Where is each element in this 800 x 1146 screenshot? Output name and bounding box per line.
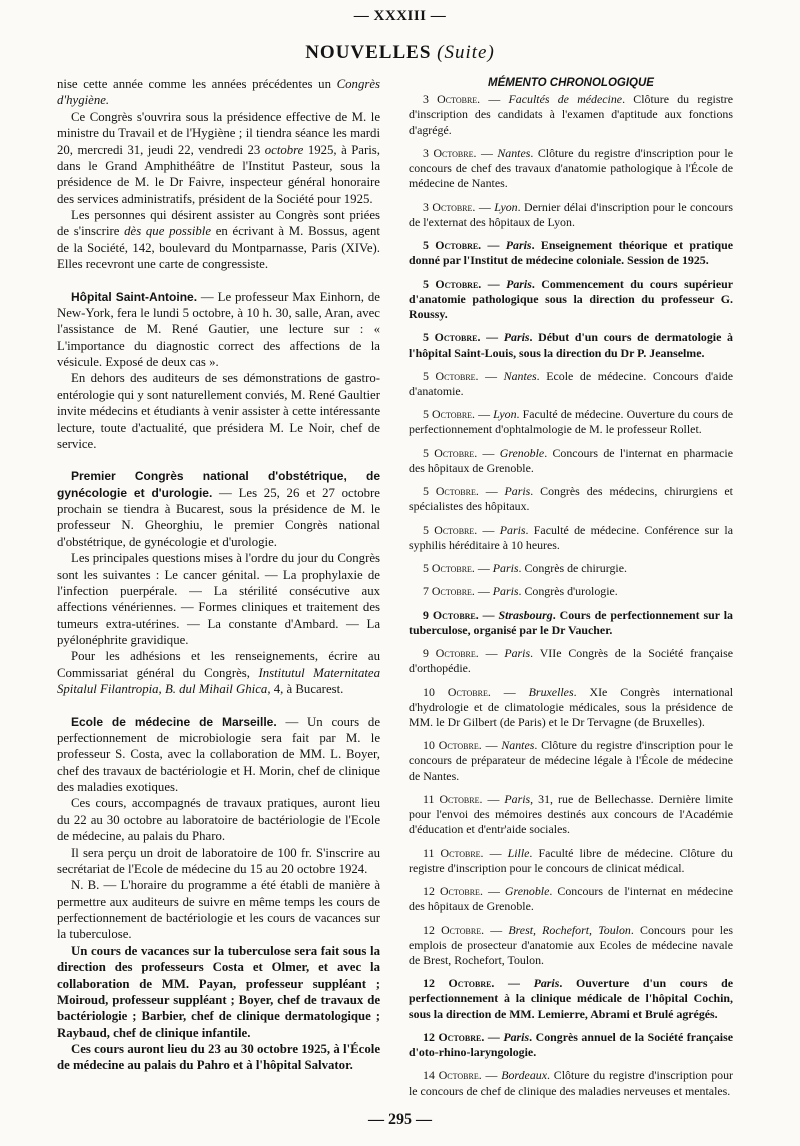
entry-text: . Enseignement théorique et pratique donné par l'Institut de médecine coloniale. Session de 1925. — [409, 238, 734, 268]
paragraph: Il sera perçu un droit de laboratoire de 100 fr. S'inscrire au secrétariat de l'Ecole de médecine du 15 au 20 octobre 1924. — [57, 845, 380, 876]
text-run: , 4, à Bucarest. — [267, 682, 344, 697]
memento-entry — [409, 92, 733, 138]
memento-entry — [409, 369, 733, 399]
entry-text: . Congrès d'urologie. — [518, 584, 618, 599]
memento-entry — [409, 330, 733, 360]
right-column — [409, 76, 733, 1099]
entry-place: Facultés de médecine — [508, 92, 623, 107]
memento-entry — [409, 407, 733, 437]
entry-date: 5 Octobre. — [423, 276, 482, 291]
entry-separator: — — [477, 445, 500, 460]
memento-entry — [409, 1068, 733, 1098]
entry-place: Bordeaux — [501, 1068, 547, 1083]
entry-date: 12 Octobre. — [423, 922, 485, 937]
memento-entry — [409, 976, 733, 1022]
entry-date: 7 Octobre. — [423, 584, 475, 599]
entry-date: 9 Octobre. — [423, 646, 479, 661]
paragraph — [57, 207, 380, 273]
entry-text: . Clôture du registre d'inscription pour le concours de chef des travaux d'anatomie pathologique à l'École de médecine de Nantes. — [409, 145, 733, 191]
section-ecole-marseille — [57, 714, 380, 796]
entry-separator: — — [481, 276, 507, 291]
page-title — [0, 42, 800, 64]
entry-text: . Ecole de médecine. Concours d'aide d'anatomie. — [409, 368, 733, 398]
text-run-italic: Institutul Maternitatea Spitalul Filantropia, B. dul Mihail Ghica — [57, 665, 380, 697]
paragraph: Les principales questions mises à l'ordre du jour du Congrès sont les suivantes : Le cancer génital. — La prophylaxie de l'infection puerpérale. — La stérilité consécutive aux affections vénériennes. — Formes cliniques et traitement des tumeurs extra-utérines. — La constante d'Ambard. — La pyélonéphrite gravidique. — [57, 551, 380, 647]
section-hopital-saint-antoine — [57, 289, 380, 371]
entry-place: Strasbourg — [498, 607, 553, 622]
entry-date: 12 Octobre. — [423, 1029, 485, 1044]
entry-separator: — — [478, 368, 504, 383]
entry-place: Nantes — [501, 738, 535, 753]
entry-place: Brest, Rochefort, Toulon — [508, 922, 631, 937]
entry-date: 3 Octobre. — [423, 145, 477, 160]
text-run: — Un cours de perfectionnement de microbiologie sera fait par M. le professeur S. Costa, avec la collaboration de MM. L. Boyer, chef des travaux de bactériologie et H. Morin, chef de clinique des maladies exotiques. — [57, 714, 381, 794]
entry-text: . Cours de perfectionnement sur la tuberculose, organisé par le Dr Vaucher. — [409, 607, 734, 637]
memento-entry — [409, 523, 733, 553]
entry-separator: — — [478, 646, 505, 661]
entry-place: Lille — [507, 845, 530, 860]
entry-date: 5 Octobre. — [423, 368, 479, 383]
memento-entry — [409, 884, 733, 914]
entry-date: 5 Octobre. — [423, 484, 479, 499]
paragraph: En dehors des auditeurs de ses démonstrations de gastro-entérologie qui y sont naturellement conviés, M. René Gaultier invite médecins et étudiants à venir assister à cette intéressante lecture, toute d'actualité, que présidera M. Le Noir, chef de service. — [57, 371, 380, 451]
entry-place: Lyon — [494, 199, 518, 214]
entry-text: . Concours pour les emplois de prosecteur d'anatomie aux Ecoles de médecine navale de Brest, Rochefort, Toulon. — [409, 922, 733, 968]
entry-date: 12 Octobre. — [423, 884, 483, 899]
entry-text: . Faculté de médecine. Ouverture du cours de perfectionnement d'ophtalmologie de M. le professeur Rollet. — [409, 407, 733, 437]
entry-separator: — — [478, 607, 499, 622]
entry-separator: — — [478, 484, 505, 499]
entry-place: Paris — [506, 276, 532, 291]
title-subtitle: (Suite) — [437, 42, 495, 63]
memento-entry — [409, 484, 733, 514]
paragraph: N. B. — L'horaire du programme a été établi de manière à permettre aux auditeurs de suivre en même temps les cours de perfectionnement de bactériologie et les cours de vacances sur la tuberculose. — [57, 878, 380, 942]
entry-separator: — — [480, 92, 509, 107]
paragraph: Ces cours, accompagnés de travaux pratiques, auront lieu du 22 au 30 octobre au laboratoire de bactériologie de l'Ecole de médecine, au palais du Pharo. — [57, 796, 380, 844]
text-run-italic: dès que possible — [124, 224, 212, 239]
paragraph — [57, 648, 380, 697]
entry-text: . Début d'un cours de dermatologie à l'hôpital Saint-Louis, sous la direction du Dr P. Jeanselme. — [409, 330, 734, 360]
section-title: Premier Congrès national d'obstétrique, de gynécologie et d'urologie. — [57, 469, 380, 500]
entry-text: . Dernier délai d'inscription pour le concours de l'externat des hôpitaux de Lyon. — [409, 199, 733, 229]
entry-date: 5 Octobre. — [423, 561, 475, 576]
entry-separator: — — [481, 238, 506, 253]
entry-text: . Clôture du registre d'inscription des candidats à l'examen d'aptitude aux fonctions d'agrégé. — [409, 92, 733, 137]
entry-place: Paris — [504, 484, 531, 499]
paragraph: Ces cours auront lieu du 23 au 30 octobre 1925, à l'École de médecine au palais du Pahro et à l'hôpital Salvator. — [57, 1042, 380, 1073]
entry-text: , 31, rue de Bellechasse. Dernière limite pour l'envoi des mémoires destinés aux concours de l'Académie d'éducation et d'entr'aide sociales. — [409, 791, 733, 837]
memento-entry — [409, 608, 733, 638]
entry-text: . Concours de l'internat en pharmacie des hôpitaux de Grenoble. — [409, 445, 733, 475]
entry-text: . Commencement du cours supérieur d'anatomie pathologique sous la direction du professeur G. Roussy. — [409, 276, 733, 322]
entry-place: Paris — [492, 584, 519, 599]
entry-place: Paris — [504, 646, 531, 661]
entry-place: Grenoble — [499, 445, 545, 460]
memento-entry — [409, 277, 733, 323]
page-number: — 295 — — [368, 1111, 432, 1128]
entry-separator: — — [474, 561, 493, 576]
entry-separator: — — [484, 922, 509, 937]
entry-date: 5 Octobre. — [423, 522, 478, 537]
entry-date: 5 Octobre. — [423, 238, 482, 253]
text-run: — Le professeur Max Einhorn, de New-York, fera le lundi 5 octobre, à 10 h. 30, salle, Aran, avec l'assistance de M. René Gautier, une lecture sur : « L'importance du diagnostic correct des affections de la vésicule. Exposé de deux cas ». — [57, 289, 380, 369]
entry-date: 5 Octobre. — [423, 445, 478, 460]
entry-text: . Clôture du registre d'inscription pour le concours de préparateur de médecine légale à l'École de médecine de Nantes. — [409, 738, 733, 783]
text-run: Ce Congrès s'ouvrira sous la présidence effective de M. le ministre du Travail et de l'Hygiène ; il tiendra séance les mardi 20, mercredi 31, jeudi 22, vendredi 23 — [57, 109, 380, 157]
entry-separator: — — [476, 145, 498, 160]
memento-entry — [409, 238, 733, 268]
entry-text: . Congrès annuel de la Société française d'oto-rhino-laryngologie. — [409, 1029, 734, 1060]
text-run: — Les 25, 26 et 27 octobre prochain se tiendra à Bucarest, sous la présidence de M. le professeur N. Gheorghiu, le premier Congrès national d'obstétrique, de gynécologie et d'urologie. — [57, 485, 380, 549]
entry-date: 11 Octobre. — [423, 845, 484, 860]
memento-entry — [409, 561, 733, 576]
entry-date: 5 Octobre. — [423, 407, 476, 422]
entry-separator: — — [494, 976, 534, 991]
entry-separator: — — [483, 845, 508, 860]
memento-title: MÉMENTO CHRONOLOGIQUE — [488, 77, 654, 89]
paragraph — [57, 109, 380, 207]
title-text: NOUVELLES — [305, 42, 432, 63]
entry-separator: — — [481, 738, 502, 753]
entry-place: Paris — [503, 1029, 530, 1044]
entry-separator: — — [484, 1029, 504, 1044]
entry-place: Paris — [492, 561, 519, 576]
entry-text: . Clôture du registre d'inscription pour le concours de chef de clinique des maladies nerveuses et mentales. — [409, 1068, 733, 1098]
entry-text: . Faculté libre de médecine. Clôture du registre d'inscription pour le concours de clinicat médical. — [409, 845, 733, 875]
entry-place: Paris — [504, 791, 531, 806]
entry-separator: — — [475, 407, 494, 422]
memento-entry — [409, 923, 733, 969]
memento-entry — [409, 146, 733, 192]
page-header-roman: — XXXIII — — [353, 8, 447, 24]
memento-entry — [409, 200, 733, 230]
memento-list — [409, 92, 733, 1099]
entry-date: 10 Octobre. — [423, 738, 482, 753]
entry-place: Bruxelles — [528, 684, 574, 699]
entry-date: 12 Octobre. — [423, 976, 495, 991]
paragraph: Un cours de vacances sur la tuberculose sera fait sous la direction des professeurs Costa et Olmer, et avec la collaboration de MM. Payan, professeur suppléant ; Moiroud, professeur suppléant ; Boyer, chef de travaux de bactériologie ; Barbier, chef de clinique dermatologique ; Raybaud, chef de clinique infantile. — [57, 943, 380, 1040]
memento-entry — [409, 646, 733, 676]
text-run: 1925, à Paris, dans le Grand Amphithéâtre de l'Institut Pasteur, sous la présidence de M. le Dr Faivre, inspecteur général honoraire des services administratifs, président de la Société pour 1925. — [57, 142, 380, 206]
section-congres-obstetrique — [57, 468, 380, 550]
entry-place: Paris — [533, 976, 560, 991]
entry-separator: — — [480, 330, 504, 345]
entry-date: 9 Octobre. — [423, 607, 479, 622]
entry-place: Nantes — [503, 368, 537, 383]
entry-place: Lyon — [493, 407, 517, 422]
entry-text: . Congrès de chirurgie. — [518, 561, 627, 576]
entry-place: Paris — [499, 522, 526, 537]
entry-text: . XIe Congrès international d'hydrologie et de climatologie médicales, sous la présidence de MM. le Dr Gilbert (de Paris) et le Dr Tervagne (de Bruxelles). — [409, 684, 733, 729]
text-run: nise cette année comme les années précédentes un — [57, 77, 337, 91]
entry-separator: — — [481, 1068, 502, 1083]
entry-text: . Concours de l'internat en médecine des hôpitaux de Grenoble. — [409, 884, 733, 914]
entry-separator: — — [477, 522, 500, 537]
text-run-italic: octobre — [264, 142, 304, 157]
section-title: Hôpital Saint-Antoine. — [71, 289, 198, 304]
entry-place: Nantes — [497, 145, 531, 160]
entry-date: 5 Octobre. — [423, 330, 481, 345]
memento-entry — [409, 792, 733, 838]
text-run: Pour les adhésions et les renseignements, écrire au Commissariat général du Congrès, — [57, 649, 380, 680]
memento-entry — [409, 584, 733, 599]
entry-place: Grenoble — [504, 884, 550, 899]
memento-entry — [409, 446, 733, 476]
entry-separator: — — [490, 684, 529, 699]
entry-text: . Faculté de médecine. Conférence sur la syphilis héréditaire à 10 heures. — [409, 522, 733, 552]
entry-separator: — — [482, 791, 505, 806]
entry-date: 11 Octobre. — [423, 791, 483, 806]
entry-separator: — — [474, 584, 493, 599]
memento-entry — [409, 1030, 733, 1060]
entry-text: . Congrès des médecins, chirurgiens et spécialistes des hôpitaux. — [409, 484, 733, 514]
entry-text: . Ouverture d'un cours de perfectionnement à la clinique médicale de l'hôpital Cochin, sous la direction de MM. Lemierre, Abrami et Brulé agrégés. — [409, 976, 733, 1021]
left-column — [57, 76, 380, 1074]
text-run-italic: Congrès d'hygiène. — [57, 77, 380, 108]
entry-date: 3 Octobre. — [423, 199, 476, 214]
memento-entry — [409, 685, 733, 731]
entry-date: 3 Octobre. — [423, 92, 481, 107]
memento-entry — [409, 738, 733, 784]
entry-date: 10 Octobre. — [423, 684, 491, 699]
section-title: Ecole de médecine de Marseille. — [71, 714, 277, 729]
text-run: en écrivant à M. Bossus, agent de la Société, 142, boulevard du Montparnasse, Paris (XIVe). Elles recevront une carte de congressiste. — [57, 224, 380, 272]
entry-separator: — — [475, 199, 495, 214]
memento-entry — [409, 846, 733, 876]
text-run: Les personnes qui désirent assister au Congrès sont priées de s'inscrire — [57, 208, 380, 239]
entry-place: Paris — [503, 330, 530, 345]
entry-text: . VIIe Congrès de la Société française d'orthopédie. — [409, 646, 733, 676]
entry-separator: — — [482, 884, 505, 899]
entry-place: Paris — [505, 238, 532, 253]
entry-date: 14 Octobre. — [423, 1068, 482, 1083]
paragraph — [57, 76, 380, 109]
